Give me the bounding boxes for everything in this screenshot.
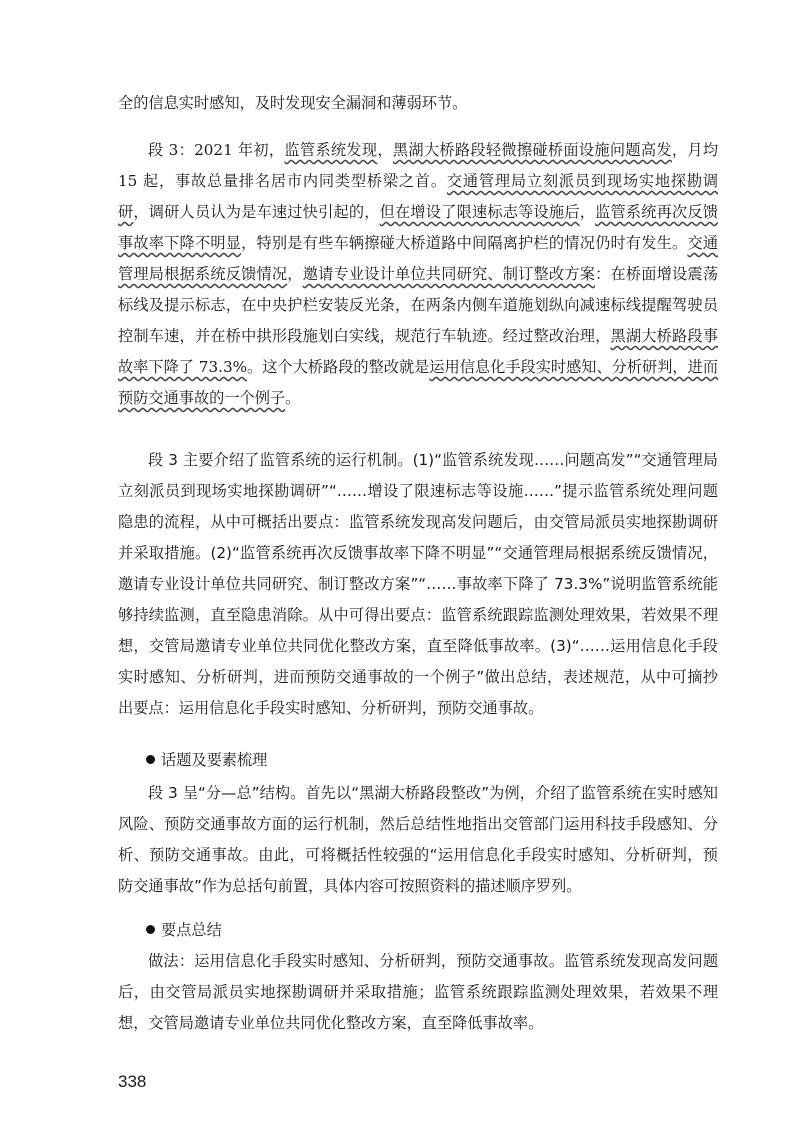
text-run: ，调研人员认为是车速过快引起的， [133,203,380,221]
text-run: 。这个大桥路段的整改就是 [247,358,430,376]
heading-text: 话题及要素梳理 [161,751,268,769]
text-run: 。 [285,389,301,407]
underlined-phrase: 但在增设了限速标志等设施后 [379,203,580,221]
summary-paragraph: 做法：运用信息化手段实时感知、分析研判，预防交通事故。监管系统发现高发问题后，由交管局派员实地探勘调研并采取措施；监管系统跟踪监测处理效果，若效果不理想，交管局邀请专业单位共同优化整改方案，直至降低事故率。 [118,952,718,1032]
text-run: ，月均 15 起，事故总量排名居市内同类型桥梁之首。 [118,141,719,190]
underlined-phrase: 黑湖大桥路段轻微擦碰桥面设施问题高发 [392,141,672,159]
analysis-paragraph: 段 3 主要介绍了监管系统的运行机制。(1)“监管系统发现……问题高发”“交通管理局立刻派员到现场实地探勘调研”“……增设了限速标志等设施……”提示监管系统处理问题隐患的流程，从中可概括出要点：监管系统发现高发问题后，由交管局派员实地探勘调研并采取措施。(2)“监管系统再次反馈事故率下降不明显”“交通管理局根据系统反馈情况，邀请专业设计单位共同研究、制订整改方案”“……事故率下降了 73.3%”说明监管系统能够持续监测，直至隐患消除。从中可得出要点：监管系统跟踪监测处理效果，若效果不理想，交管局邀请专业单位共同优化整改方案，直至降低事故率。(3)“……运用信息化手段实时感知、分析研判，进而预防交通事故的一个例子”做出总结，表述规范，从中可摘抄出要点：运用信息化手段实时感知、分析研判，预防交通事故。 [118,451,718,717]
underlined-phrase: 交通管理局根据系统反馈情况 [118,234,719,283]
text-run: ，特别是有些车辆擦碰大桥道路中间隔离护栏的情况仍时有发生。 [241,234,688,252]
text-run: ， [377,141,393,159]
paragraph-3 [118,135,718,414]
bullet-dot-icon [146,925,155,934]
underlined-phrase: 邀请专业设计单位共同研究、制订整改方案 [302,265,596,283]
underlined-phrase: 黑湖大桥路段事故率下降了 73.3% [118,327,719,376]
intro-tail-paragraph: 全的信息实时感知，及时发现安全漏洞和薄弱环节。 [118,94,468,112]
underlined-phrase: 运用信息化手段实时感知、分析研判，进而预防交通事故的一个例子 [118,358,719,407]
underlined-phrase: 监管系统发现 [284,141,378,159]
text-run: ， [579,203,596,221]
heading-topic [146,748,267,772]
underlined-phrase: 监管系统再次反馈事故率下降不明显 [118,203,719,252]
topic-paragraph: 段 3 呈“分—总”结构。首先以“黑湖大桥路段整改”为例，介绍了监管系统在实时感知风险、预防交通事故方面的运行机制，然后总结性地指出交管部门运用科技手段感知、分析、预防交通事故。由此，可将概括性较强的“运用信息化手段实时感知、分析研判，预防交通事故”作为总括句前置，具体内容可按照资料的描述顺序罗列。 [118,784,718,895]
bullet-dot-icon [146,755,155,764]
heading-summary [146,918,222,942]
text-run: ：在桥面增设震荡标线及提示标志，在中央护栏安装反光条，在两条内侧车道施划纵向减速标线提醒驾驶员控制车速，并在桥中拱形段施划白实线，规范行车轨迹。经过整改治理， [118,265,719,345]
text-run: ， [287,265,303,283]
page-number: 338 [118,1072,147,1091]
underlined-phrase: 交通管理局立刻派员到现场实地探勘调研 [118,172,719,221]
heading-text: 要点总结 [161,921,222,939]
text-run: 段 3：2021 年初， [148,141,285,159]
